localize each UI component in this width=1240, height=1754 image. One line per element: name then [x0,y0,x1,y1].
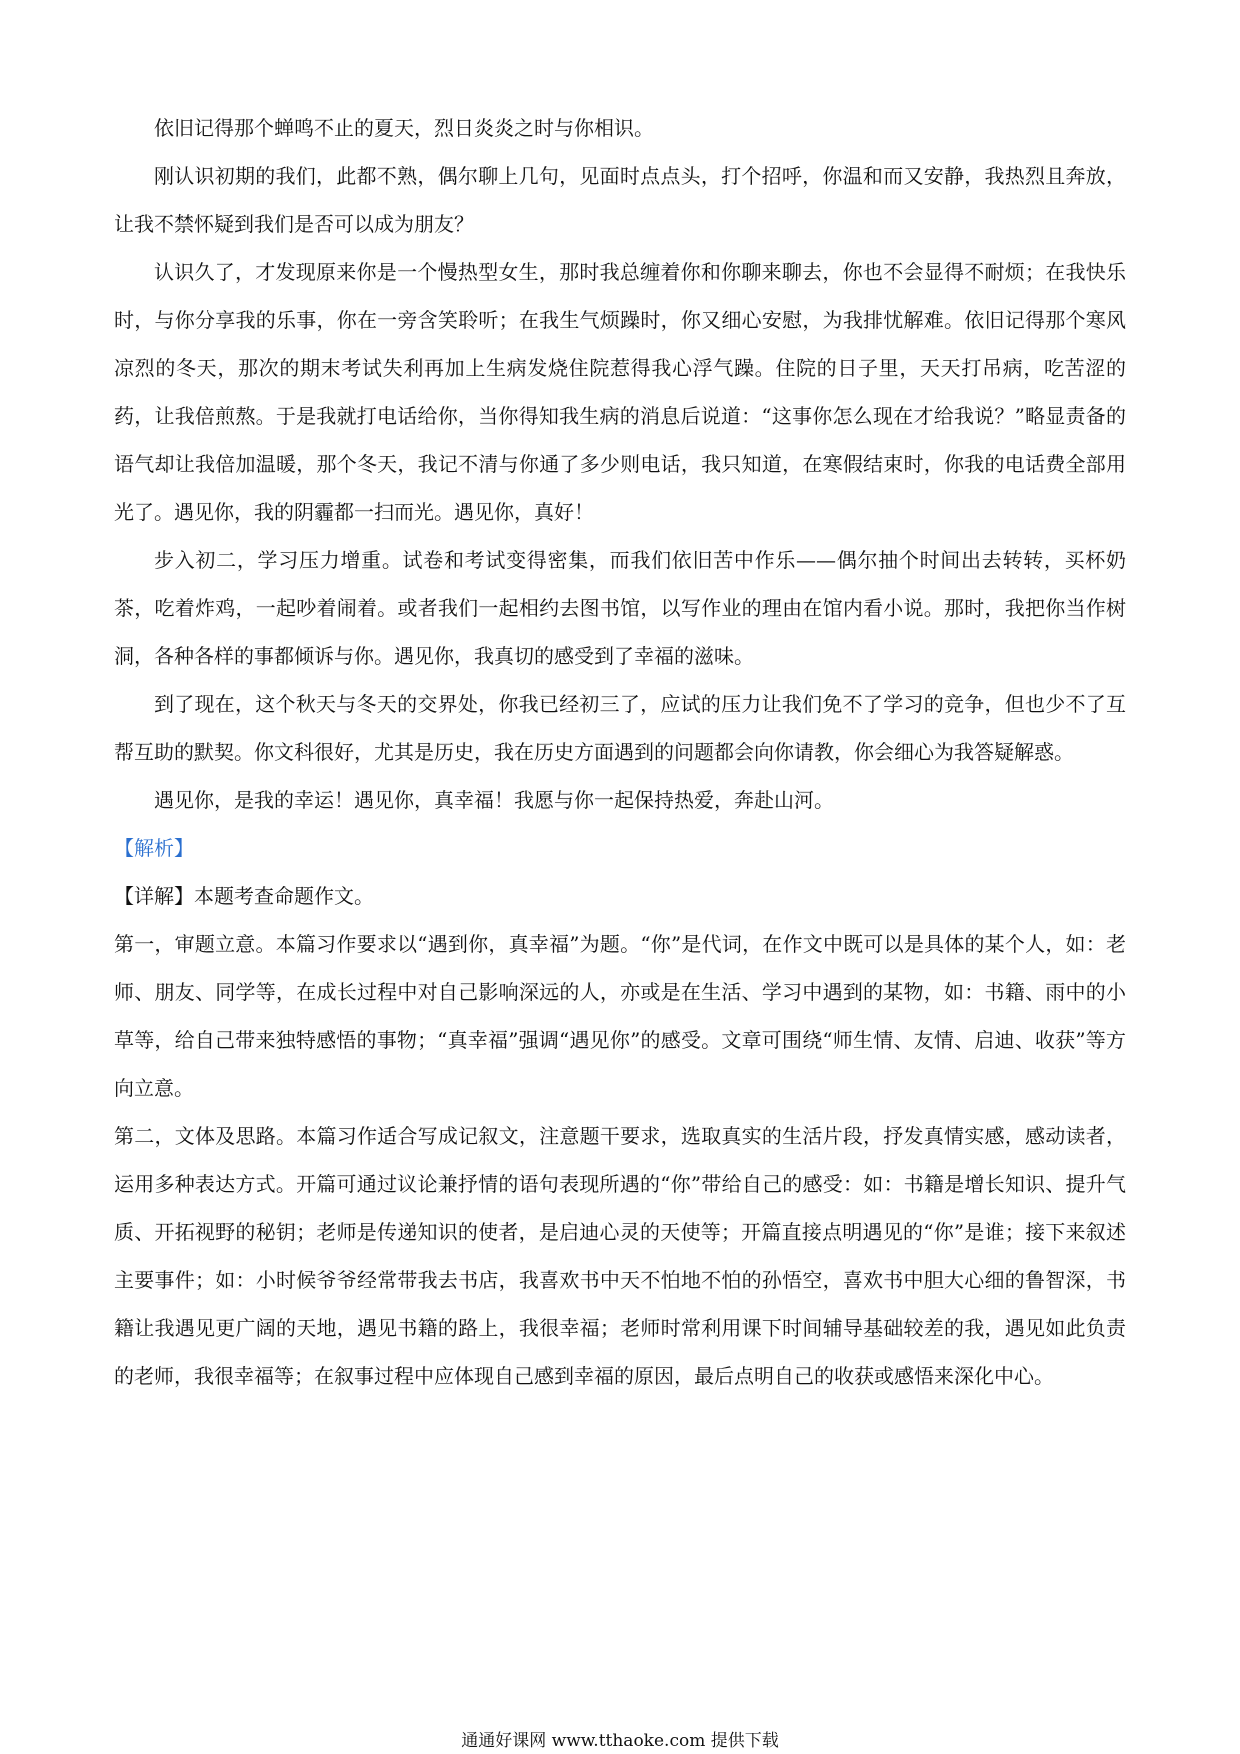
essay-paragraph-4: 步入初二，学习压力增重。试卷和考试变得密集，而我们依旧苦中作乐——偶尔抽个时间出去转转，买杯奶茶，吃着炸鸡，一起吵着闹着。或者我们一起相约去图书馆，以写作业的理由在馆内看小说。那时，我把你当作树洞，各种各样的事都倾诉与你。遇见你，我真切的感受到了幸福的滋味。 [114,548,1126,668]
document-content [114,104,1126,1400]
essay-paragraph-5: 到了现在，这个秋天与冬天的交界处，你我已经初三了，应试的压力让我们免不了学习的竞争，但也少不了互帮互助的默契。你文科很好，尤其是历史，我在历史方面遇到的问题都会向你请教，你会细心为我答疑解惑。 [114,692,1126,764]
footer-source: 通通好课网 www.tthaoke.com 提供下载 [461,1731,779,1751]
essay-paragraph-3: 认识久了，才发现原来你是一个慢热型女生，那时我总缠着你和你聊来聊去，你也不会显得不耐烦；在我快乐时，与你分享我的乐事，你在一旁含笑聆听；在我生气烦躁时，你又细心安慰，为我排忧解难。依旧记得那个寒风凉烈的冬天，那次的期末考试失利再加上生病发烧住院惹得我心浮气躁。住院的日子里，天天打吊病，吃苦涩的药，让我倍煎熬。于是我就打电话给你，当你得知我生病的消息后说道：“这事你怎么现在才给我说？”略显责备的语气却让我倍加温暖，那个冬天，我记不清与你通了多少则电话，我只知道，在寒假结束时，你我的电话费全部用光了。遇见你，我的阴霾都一扫而光。遇见你，真好！ [114,260,1126,524]
analysis-point-1: 第一，审题立意。本篇习作要求以“遇到你，真幸福”为题。“你”是代词，在作文中既可以是具体的某个人，如：老师、朋友、同学等，在成长过程中对自己影响深远的人，亦或是在生活、学习中遇到的某物，如：书籍、雨中的小草等，给自己带来独特感悟的事物；“真幸福”强调“遇见你”的感受。文章可围绕“师生情、友情、启迪、收获”等方向立意。 [114,932,1126,1100]
essay-paragraph-1: 依旧记得那个蝉鸣不止的夏天，烈日炎炎之时与你相识。 [154,116,654,140]
analysis-point-2: 第二，文体及思路。本篇习作适合写成记叙文，注意题干要求，选取真实的生活片段，抒发真情实感，感动读者，运用多种表达方式。开篇可通过议论兼抒情的语句表现所遇的“你”带给自己的感受：如：书籍是增长知识、提升气质、开拓视野的秘钥；老师是传递知识的使者，是启迪心灵的天使等；开篇直接点明遇见的“你”是谁；接下来叙述主要事件；如：小时候爷爷经常带我去书店，我喜欢书中天不怕地不怕的孙悟空，喜欢书中胆大心细的鲁智深，书籍让我遇见更广阔的天地，遇见书籍的路上，我很幸福；老师时常利用课下时间辅导基础较差的我，遇见如此负责的老师，我很幸福等；在叙事过程中应体现自己感到幸福的原因，最后点明自己的收获或感悟来深化中心。 [114,1124,1126,1388]
essay-paragraph-2: 刚认识初期的我们，此都不熟，偶尔聊上几句，见面时点点头，打个招呼，你温和而又安静，我热烈且奔放，让我不禁怀疑到我们是否可以成为朋友？ [114,164,1126,236]
analysis-tag: 【解析】 [114,836,194,860]
analysis-detail: 【详解】本题考查命题作文。 [114,884,374,908]
essay-paragraph-6: 遇见你，是我的幸运！遇见你，真幸福！我愿与你一起保持热爱，奔赴山河。 [154,788,834,812]
